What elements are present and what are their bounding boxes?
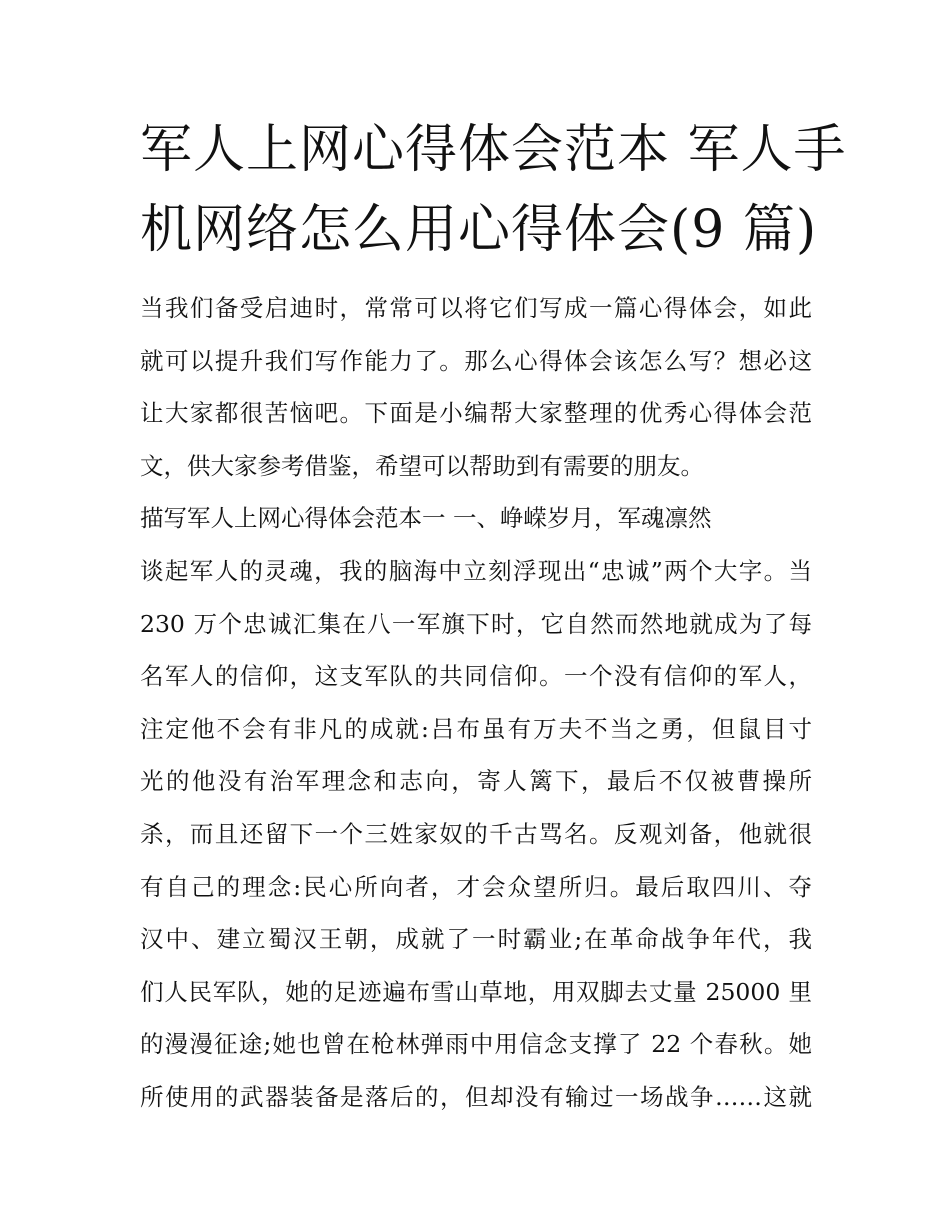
paragraph-line: 们人民军队，她的足迹遍布雪山草地，用双脚去丈量 25000 里 bbox=[140, 977, 812, 1006]
paragraph-line: 光的他没有治军理念和志向，寄人篱下，最后不仅被曹操所 bbox=[140, 767, 812, 796]
paragraph-line: 杀，而且还留下一个三姓家奴的千古骂名。反观刘备，他就很 bbox=[140, 819, 812, 848]
intro-line: 文，供大家参考借鉴，希望可以帮助到有需要的朋友。 bbox=[140, 451, 704, 480]
document-title bbox=[140, 110, 847, 270]
intro-line: 当我们备受启迪时，常常可以将它们写成一篇心得体会，如此 bbox=[140, 294, 812, 322]
paragraph-line: 名军人的信仰，这支军队的共同信仰。一个没有信仰的军人， bbox=[140, 662, 812, 691]
paragraph-line: 的漫漫征途;她也曾在枪林弹雨中用信念支撑了 22 个春秋。她 bbox=[140, 1030, 812, 1059]
section-heading: 描写军人上网心得体会范本一 一、峥嵘岁月，军魂凛然 bbox=[140, 504, 712, 533]
paragraph-line: 汉中、建立蜀汉王朝，成就了一时霸业;在革命战争年代，我 bbox=[140, 925, 812, 954]
paragraph-line: 谈起军人的灵魂，我的脑海中立刻浮现出“忠诚”两个大字。当 bbox=[140, 556, 812, 585]
title-line-2: 机网络怎么用心得体会(9 篇) bbox=[140, 200, 818, 260]
intro-paragraph bbox=[140, 282, 812, 492]
intro-line: 就可以提升我们写作能力了。那么心得体会该怎么写？想必这 bbox=[140, 346, 812, 375]
paragraph-line: 230 万个忠诚汇集在八一军旗下时，它自然而然地就成为了每 bbox=[140, 609, 812, 638]
title-line-1: 军人上网心得体会范本 军人手 bbox=[140, 120, 847, 180]
paragraph-line: 注定他不会有非凡的成就:吕布虽有万夫不当之勇，但鼠目寸 bbox=[140, 714, 812, 743]
paragraph-line: 所使用的武器装备是落后的，但却没有输过一场战争……这就 bbox=[140, 1082, 812, 1111]
paragraph-line: 有自己的理念:民心所向者，才会众望所归。最后取四川、夺 bbox=[140, 872, 812, 901]
document-body bbox=[140, 282, 812, 1124]
body-paragraph bbox=[140, 545, 812, 1124]
document-content bbox=[140, 110, 847, 1124]
intro-line: 让大家都很苦恼吧。下面是小编帮大家整理的优秀心得体会范 bbox=[140, 399, 812, 428]
